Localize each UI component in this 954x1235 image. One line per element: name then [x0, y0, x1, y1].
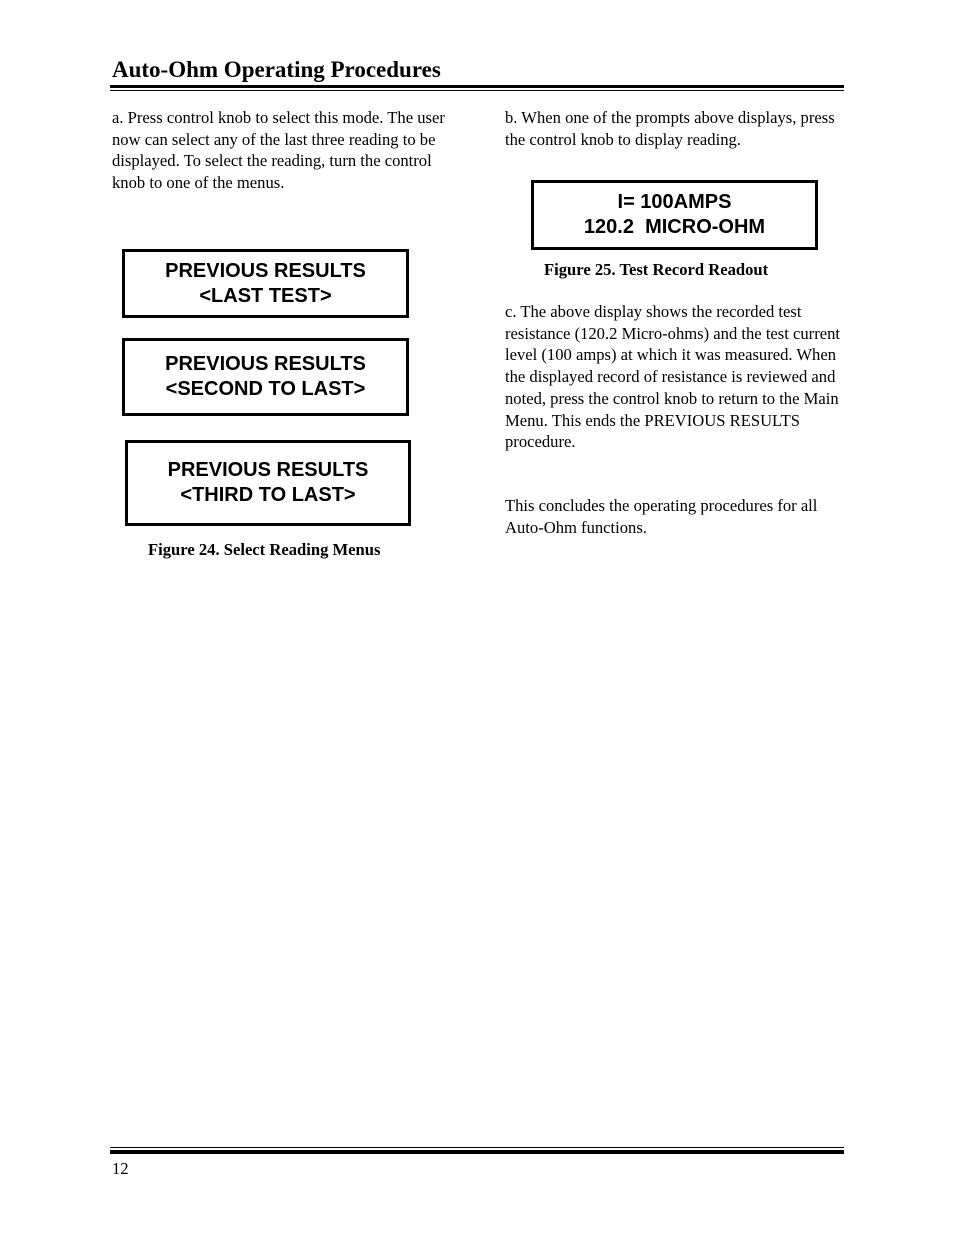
- page-number: 12: [112, 1159, 129, 1178]
- menu-second-to-last: [122, 338, 409, 416]
- paragraph-conclusion: This concludes the operating procedures for all Auto-Ohm functions.: [505, 496, 818, 537]
- menu-last-test: [122, 249, 409, 318]
- paragraph-b: b. When one of the prompts above displays, press the control knob to display reading.: [505, 108, 835, 149]
- readout-resistance: 120.2 MICRO-OHM: [583, 216, 766, 238]
- footer-rule-thin: [110, 1147, 844, 1148]
- readout-current: I= 100AMPS: [617, 191, 732, 213]
- menu-line2: <LAST TEST>: [199, 284, 332, 307]
- test-record-readout: [531, 180, 818, 250]
- page-title: Auto-Ohm Operating Procedures: [112, 57, 441, 82]
- menu-line2: <THIRD TO LAST>: [180, 484, 356, 506]
- figure-25-caption: Figure 25. Test Record Readout: [544, 260, 769, 279]
- paragraph-c: c. The above display shows the recorded test resistance (120.2 Micro-ohms) and the test current level (100 amps) at which it was measured. When the displayed record of resistance is reviewed and noted, press the control knob to return to the Main Menu. This ends the PREVIOUS RESULTS procedure.: [505, 302, 840, 452]
- figure-24-caption: Figure 24. Select Reading Menus: [148, 540, 381, 559]
- paragraph-a: a. Press control knob to select this mode. The user now can select any of the last three reading to be displayed. To select the reading, turn the control knob to one of the menus.: [112, 108, 445, 193]
- header-rule-thin: [110, 90, 844, 91]
- menu-line1: PREVIOUS RESULTS: [167, 459, 369, 481]
- header-rule: [110, 85, 844, 88]
- menu-line1: PREVIOUS RESULTS: [165, 259, 366, 282]
- footer-rule: [110, 1150, 844, 1154]
- menu-line1: PREVIOUS RESULTS: [165, 353, 366, 375]
- menu-line2: <SECOND TO LAST>: [165, 378, 366, 400]
- menu-third-to-last: [125, 440, 411, 526]
